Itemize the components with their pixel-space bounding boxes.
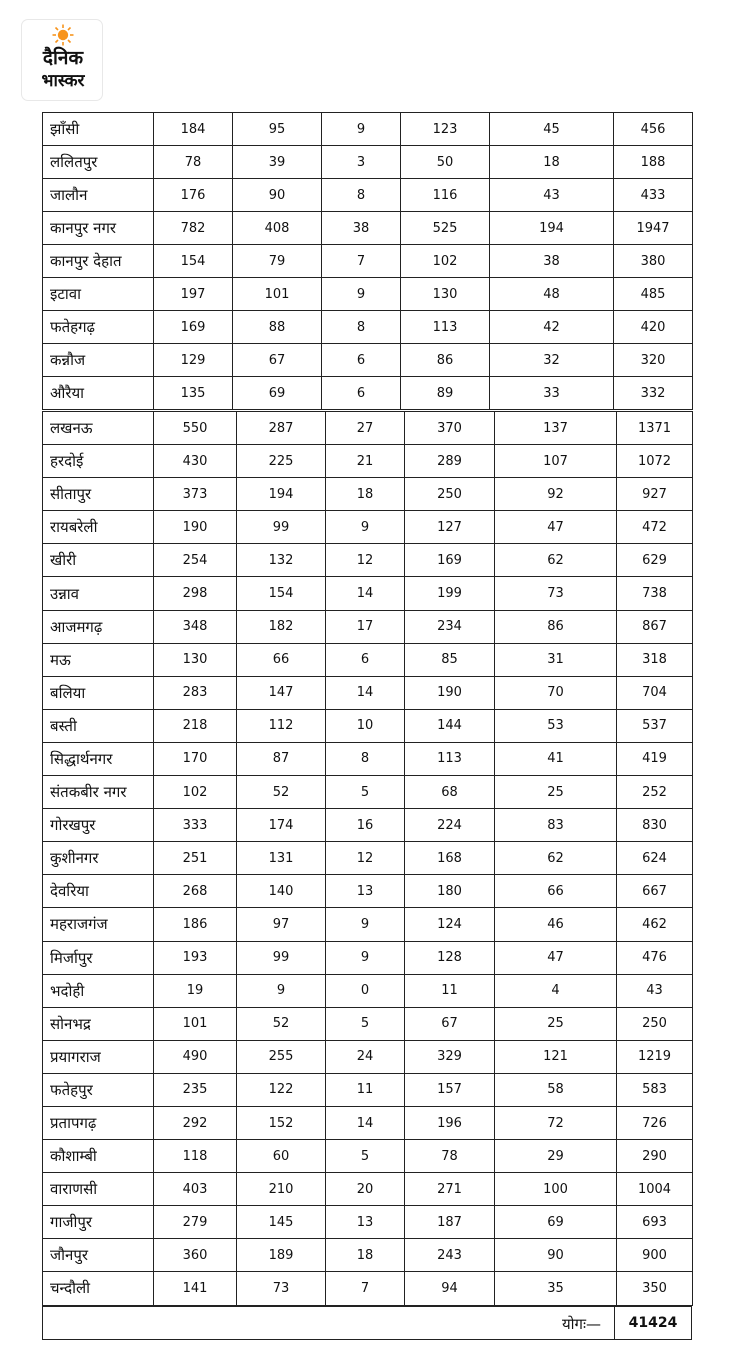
value-cell: 145 [237, 1206, 326, 1239]
district-name-cell: सोनभद्र [43, 1007, 154, 1040]
value-cell: 92 [495, 478, 617, 511]
value-cell: 8 [322, 311, 401, 344]
value-cell: 18 [326, 1239, 405, 1272]
value-cell: 268 [154, 875, 237, 908]
value-cell: 329 [405, 1040, 495, 1073]
value-cell: 194 [490, 212, 614, 245]
district-name-cell: गोरखपुर [43, 809, 154, 842]
value-cell: 738 [617, 577, 693, 610]
table-row [43, 1206, 693, 1239]
value-cell: 6 [322, 344, 401, 377]
value-cell: 250 [617, 1007, 693, 1040]
value-cell: 252 [617, 776, 693, 809]
value-cell: 73 [495, 577, 617, 610]
value-cell: 433 [614, 179, 693, 212]
value-cell: 1004 [617, 1173, 693, 1206]
district-name-cell: बस्ती [43, 709, 154, 742]
value-cell: 66 [495, 875, 617, 908]
value-cell: 46 [495, 908, 617, 941]
district-name-cell: देवरिया [43, 875, 154, 908]
table-row [43, 1040, 693, 1073]
value-cell: 184 [154, 113, 233, 146]
value-cell: 225 [237, 445, 326, 478]
value-cell: 8 [322, 179, 401, 212]
value-cell: 85 [405, 643, 495, 676]
value-cell: 190 [405, 676, 495, 709]
district-name-cell: कानपुर देहात [43, 245, 154, 278]
table-row [43, 1106, 693, 1139]
value-cell: 13 [326, 875, 405, 908]
value-cell: 9 [326, 908, 405, 941]
value-cell: 333 [154, 809, 237, 842]
value-cell: 124 [405, 908, 495, 941]
value-cell: 95 [233, 113, 322, 146]
district-name-cell: खीरी [43, 544, 154, 577]
dainik-bhaskar-logo [22, 20, 102, 100]
value-cell: 69 [233, 377, 322, 410]
value-cell: 170 [154, 742, 237, 775]
value-cell: 62 [495, 544, 617, 577]
value-cell: 370 [405, 412, 495, 445]
value-cell: 176 [154, 179, 233, 212]
value-cell: 112 [237, 709, 326, 742]
value-cell: 283 [154, 676, 237, 709]
value-cell: 130 [401, 278, 490, 311]
value-cell: 629 [617, 544, 693, 577]
value-cell: 667 [617, 875, 693, 908]
value-cell: 168 [405, 842, 495, 875]
value-cell: 141 [154, 1272, 237, 1305]
district-name-cell: झाँसी [43, 113, 154, 146]
value-cell: 456 [614, 113, 693, 146]
value-cell: 234 [405, 610, 495, 643]
value-cell: 403 [154, 1173, 237, 1206]
value-cell: 89 [401, 377, 490, 410]
value-cell: 87 [237, 742, 326, 775]
value-cell: 20 [326, 1173, 405, 1206]
value-cell: 16 [326, 809, 405, 842]
value-cell: 7 [326, 1272, 405, 1305]
value-cell: 118 [154, 1140, 237, 1173]
value-cell: 67 [405, 1007, 495, 1040]
total-row [42, 1306, 692, 1340]
value-cell: 782 [154, 212, 233, 245]
value-cell: 11 [405, 974, 495, 1007]
table-row [43, 610, 693, 643]
value-cell: 147 [237, 676, 326, 709]
value-cell: 101 [154, 1007, 237, 1040]
value-cell: 83 [495, 809, 617, 842]
value-cell: 525 [401, 212, 490, 245]
district-name-cell: लखनऊ [43, 412, 154, 445]
value-cell: 5 [326, 1140, 405, 1173]
district-name-cell: हरदोई [43, 445, 154, 478]
district-name-cell: जौनपुर [43, 1239, 154, 1272]
value-cell: 33 [490, 377, 614, 410]
district-name-cell: रायबरेली [43, 511, 154, 544]
value-cell: 287 [237, 412, 326, 445]
value-cell: 927 [617, 478, 693, 511]
value-cell: 127 [405, 511, 495, 544]
value-cell: 350 [617, 1272, 693, 1305]
value-cell: 5 [326, 1007, 405, 1040]
value-cell: 25 [495, 1007, 617, 1040]
table-row [43, 544, 693, 577]
value-cell: 194 [237, 478, 326, 511]
value-cell: 550 [154, 412, 237, 445]
value-cell: 199 [405, 577, 495, 610]
table-row [43, 478, 693, 511]
value-cell: 132 [237, 544, 326, 577]
value-cell: 86 [495, 610, 617, 643]
value-cell: 320 [614, 344, 693, 377]
value-cell: 867 [617, 610, 693, 643]
value-cell: 152 [237, 1106, 326, 1139]
value-cell: 9 [237, 974, 326, 1007]
table-row [43, 1239, 693, 1272]
value-cell: 210 [237, 1173, 326, 1206]
table-row [43, 908, 693, 941]
table-row [43, 377, 693, 410]
district-name-cell: मिर्जापुर [43, 941, 154, 974]
value-cell: 14 [326, 1106, 405, 1139]
table-row [43, 1073, 693, 1106]
table-row [43, 511, 693, 544]
value-cell: 60 [237, 1140, 326, 1173]
value-cell: 113 [405, 742, 495, 775]
value-cell: 62 [495, 842, 617, 875]
value-cell: 131 [237, 842, 326, 875]
value-cell: 39 [233, 146, 322, 179]
value-cell: 17 [326, 610, 405, 643]
value-cell: 190 [154, 511, 237, 544]
district-name-cell: कुशीनगर [43, 842, 154, 875]
value-cell: 42 [490, 311, 614, 344]
value-cell: 420 [614, 311, 693, 344]
district-name-cell: फतेहपुर [43, 1073, 154, 1106]
value-cell: 47 [495, 941, 617, 974]
district-name-cell: सीतापुर [43, 478, 154, 511]
value-cell: 70 [495, 676, 617, 709]
value-cell: 348 [154, 610, 237, 643]
value-cell: 29 [495, 1140, 617, 1173]
value-cell: 52 [237, 776, 326, 809]
value-cell: 485 [614, 278, 693, 311]
value-cell: 332 [614, 377, 693, 410]
value-cell: 121 [495, 1040, 617, 1073]
value-cell: 8 [326, 742, 405, 775]
district-name-cell: कानपुर नगर [43, 212, 154, 245]
value-cell: 537 [617, 709, 693, 742]
value-cell: 1219 [617, 1040, 693, 1073]
value-cell: 373 [154, 478, 237, 511]
value-cell: 18 [490, 146, 614, 179]
value-cell: 290 [617, 1140, 693, 1173]
value-cell: 704 [617, 676, 693, 709]
table-row [43, 742, 693, 775]
value-cell: 86 [401, 344, 490, 377]
value-cell: 188 [614, 146, 693, 179]
table-row [43, 1140, 693, 1173]
district-name-cell: आजमगढ़ [43, 610, 154, 643]
value-cell: 271 [405, 1173, 495, 1206]
value-cell: 235 [154, 1073, 237, 1106]
value-cell: 255 [237, 1040, 326, 1073]
value-cell: 52 [237, 1007, 326, 1040]
district-name-cell: बलिया [43, 676, 154, 709]
value-cell: 476 [617, 941, 693, 974]
district-name-cell: कौशाम्बी [43, 1140, 154, 1173]
value-cell: 9 [322, 113, 401, 146]
value-cell: 9 [326, 941, 405, 974]
value-cell: 97 [237, 908, 326, 941]
value-cell: 169 [405, 544, 495, 577]
value-cell: 18 [326, 478, 405, 511]
value-cell: 289 [405, 445, 495, 478]
value-cell: 251 [154, 842, 237, 875]
value-cell: 14 [326, 676, 405, 709]
value-cell: 68 [405, 776, 495, 809]
table-row [43, 1272, 693, 1305]
table-row [43, 842, 693, 875]
table-row [43, 643, 693, 676]
value-cell: 187 [405, 1206, 495, 1239]
value-cell: 25 [495, 776, 617, 809]
value-cell: 24 [326, 1040, 405, 1073]
value-cell: 41 [495, 742, 617, 775]
value-cell: 58 [495, 1073, 617, 1106]
value-cell: 186 [154, 908, 237, 941]
value-cell: 12 [326, 842, 405, 875]
district-name-cell: इटावा [43, 278, 154, 311]
value-cell: 66 [237, 643, 326, 676]
value-cell: 279 [154, 1206, 237, 1239]
value-cell: 189 [237, 1239, 326, 1272]
value-cell: 900 [617, 1239, 693, 1272]
district-name-cell: भदोही [43, 974, 154, 1007]
table-row [43, 278, 693, 311]
table-row [43, 974, 693, 1007]
value-cell: 10 [326, 709, 405, 742]
value-cell: 45 [490, 113, 614, 146]
district-name-cell: चन्दौली [43, 1272, 154, 1305]
logo-text-line1: दैनिक [42, 47, 84, 69]
value-cell: 27 [326, 412, 405, 445]
district-name-cell: जालौन [43, 179, 154, 212]
value-cell: 14 [326, 577, 405, 610]
value-cell: 78 [405, 1140, 495, 1173]
value-cell: 32 [490, 344, 614, 377]
value-cell: 182 [237, 610, 326, 643]
value-cell: 218 [154, 709, 237, 742]
table-row [43, 245, 693, 278]
value-cell: 11 [326, 1073, 405, 1106]
value-cell: 224 [405, 809, 495, 842]
district-name-cell: गाजीपुर [43, 1206, 154, 1239]
value-cell: 6 [326, 643, 405, 676]
value-cell: 123 [401, 113, 490, 146]
district-name-cell: वाराणसी [43, 1173, 154, 1206]
district-table-lower [42, 411, 693, 1306]
table-row [43, 344, 693, 377]
value-cell: 6 [322, 377, 401, 410]
sun-icon [52, 24, 74, 46]
value-cell: 144 [405, 709, 495, 742]
value-cell: 47 [495, 511, 617, 544]
district-name-cell: औरैया [43, 377, 154, 410]
table-row [43, 1007, 693, 1040]
value-cell: 180 [405, 875, 495, 908]
value-cell: 128 [405, 941, 495, 974]
value-cell: 50 [401, 146, 490, 179]
value-cell: 0 [326, 974, 405, 1007]
district-name-cell: संतकबीर नगर [43, 776, 154, 809]
value-cell: 43 [490, 179, 614, 212]
table-row [43, 412, 693, 445]
value-cell: 9 [322, 278, 401, 311]
value-cell: 4 [495, 974, 617, 1007]
table-row [43, 311, 693, 344]
value-cell: 21 [326, 445, 405, 478]
total-label: योगः— [561, 1315, 601, 1333]
value-cell: 78 [154, 146, 233, 179]
value-cell: 116 [401, 179, 490, 212]
value-cell: 99 [237, 511, 326, 544]
table-row [43, 1173, 693, 1206]
district-name-cell: ललितपुर [43, 146, 154, 179]
value-cell: 254 [154, 544, 237, 577]
district-name-cell: मऊ [43, 643, 154, 676]
value-cell: 243 [405, 1239, 495, 1272]
table-row [43, 113, 693, 146]
value-cell: 419 [617, 742, 693, 775]
value-cell: 113 [401, 311, 490, 344]
value-cell: 43 [617, 974, 693, 1007]
value-cell: 129 [154, 344, 233, 377]
value-cell: 122 [237, 1073, 326, 1106]
value-cell: 88 [233, 311, 322, 344]
value-cell: 169 [154, 311, 233, 344]
value-cell: 94 [405, 1272, 495, 1305]
value-cell: 408 [233, 212, 322, 245]
district-name-cell: फतेहगढ़ [43, 311, 154, 344]
district-name-cell: सिद्धार्थनगर [43, 742, 154, 775]
value-cell: 490 [154, 1040, 237, 1073]
value-cell: 318 [617, 643, 693, 676]
value-cell: 19 [154, 974, 237, 1007]
value-cell: 430 [154, 445, 237, 478]
value-cell: 90 [495, 1239, 617, 1272]
value-cell: 298 [154, 577, 237, 610]
value-cell: 100 [495, 1173, 617, 1206]
value-cell: 48 [490, 278, 614, 311]
logo-text-line2: भास्कर [41, 71, 85, 91]
value-cell: 197 [154, 278, 233, 311]
value-cell: 73 [237, 1272, 326, 1305]
value-cell: 31 [495, 643, 617, 676]
value-cell: 69 [495, 1206, 617, 1239]
value-cell: 12 [326, 544, 405, 577]
value-cell: 157 [405, 1073, 495, 1106]
table-row [43, 212, 693, 245]
value-cell: 38 [322, 212, 401, 245]
value-cell: 79 [233, 245, 322, 278]
total-value: 41424 [614, 1307, 691, 1339]
value-cell: 1947 [614, 212, 693, 245]
value-cell: 174 [237, 809, 326, 842]
table-row [43, 179, 693, 212]
value-cell: 472 [617, 511, 693, 544]
value-cell: 102 [401, 245, 490, 278]
value-cell: 193 [154, 941, 237, 974]
value-cell: 53 [495, 709, 617, 742]
district-name-cell: प्रतापगढ़ [43, 1106, 154, 1139]
table-row [43, 146, 693, 179]
value-cell: 67 [233, 344, 322, 377]
value-cell: 154 [237, 577, 326, 610]
value-cell: 101 [233, 278, 322, 311]
value-cell: 624 [617, 842, 693, 875]
value-cell: 140 [237, 875, 326, 908]
value-cell: 1371 [617, 412, 693, 445]
value-cell: 830 [617, 809, 693, 842]
district-name-cell: महराजगंज [43, 908, 154, 941]
value-cell: 583 [617, 1073, 693, 1106]
value-cell: 130 [154, 643, 237, 676]
table-row [43, 809, 693, 842]
value-cell: 726 [617, 1106, 693, 1139]
value-cell: 9 [326, 511, 405, 544]
district-table-upper [42, 112, 693, 410]
value-cell: 137 [495, 412, 617, 445]
value-cell: 72 [495, 1106, 617, 1139]
table-row [43, 941, 693, 974]
district-name-cell: कन्नौज [43, 344, 154, 377]
district-name-cell: प्रयागराज [43, 1040, 154, 1073]
value-cell: 102 [154, 776, 237, 809]
table-row [43, 445, 693, 478]
value-cell: 154 [154, 245, 233, 278]
value-cell: 135 [154, 377, 233, 410]
value-cell: 250 [405, 478, 495, 511]
value-cell: 7 [322, 245, 401, 278]
value-cell: 5 [326, 776, 405, 809]
value-cell: 13 [326, 1206, 405, 1239]
table-row [43, 577, 693, 610]
value-cell: 90 [233, 179, 322, 212]
value-cell: 360 [154, 1239, 237, 1272]
value-cell: 35 [495, 1272, 617, 1305]
value-cell: 693 [617, 1206, 693, 1239]
table-row [43, 709, 693, 742]
value-cell: 107 [495, 445, 617, 478]
value-cell: 38 [490, 245, 614, 278]
table-row [43, 776, 693, 809]
value-cell: 99 [237, 941, 326, 974]
district-name-cell: उन्नाव [43, 577, 154, 610]
value-cell: 292 [154, 1106, 237, 1139]
value-cell: 196 [405, 1106, 495, 1139]
value-cell: 380 [614, 245, 693, 278]
value-cell: 462 [617, 908, 693, 941]
table-row [43, 676, 693, 709]
value-cell: 3 [322, 146, 401, 179]
table-row [43, 875, 693, 908]
value-cell: 1072 [617, 445, 693, 478]
